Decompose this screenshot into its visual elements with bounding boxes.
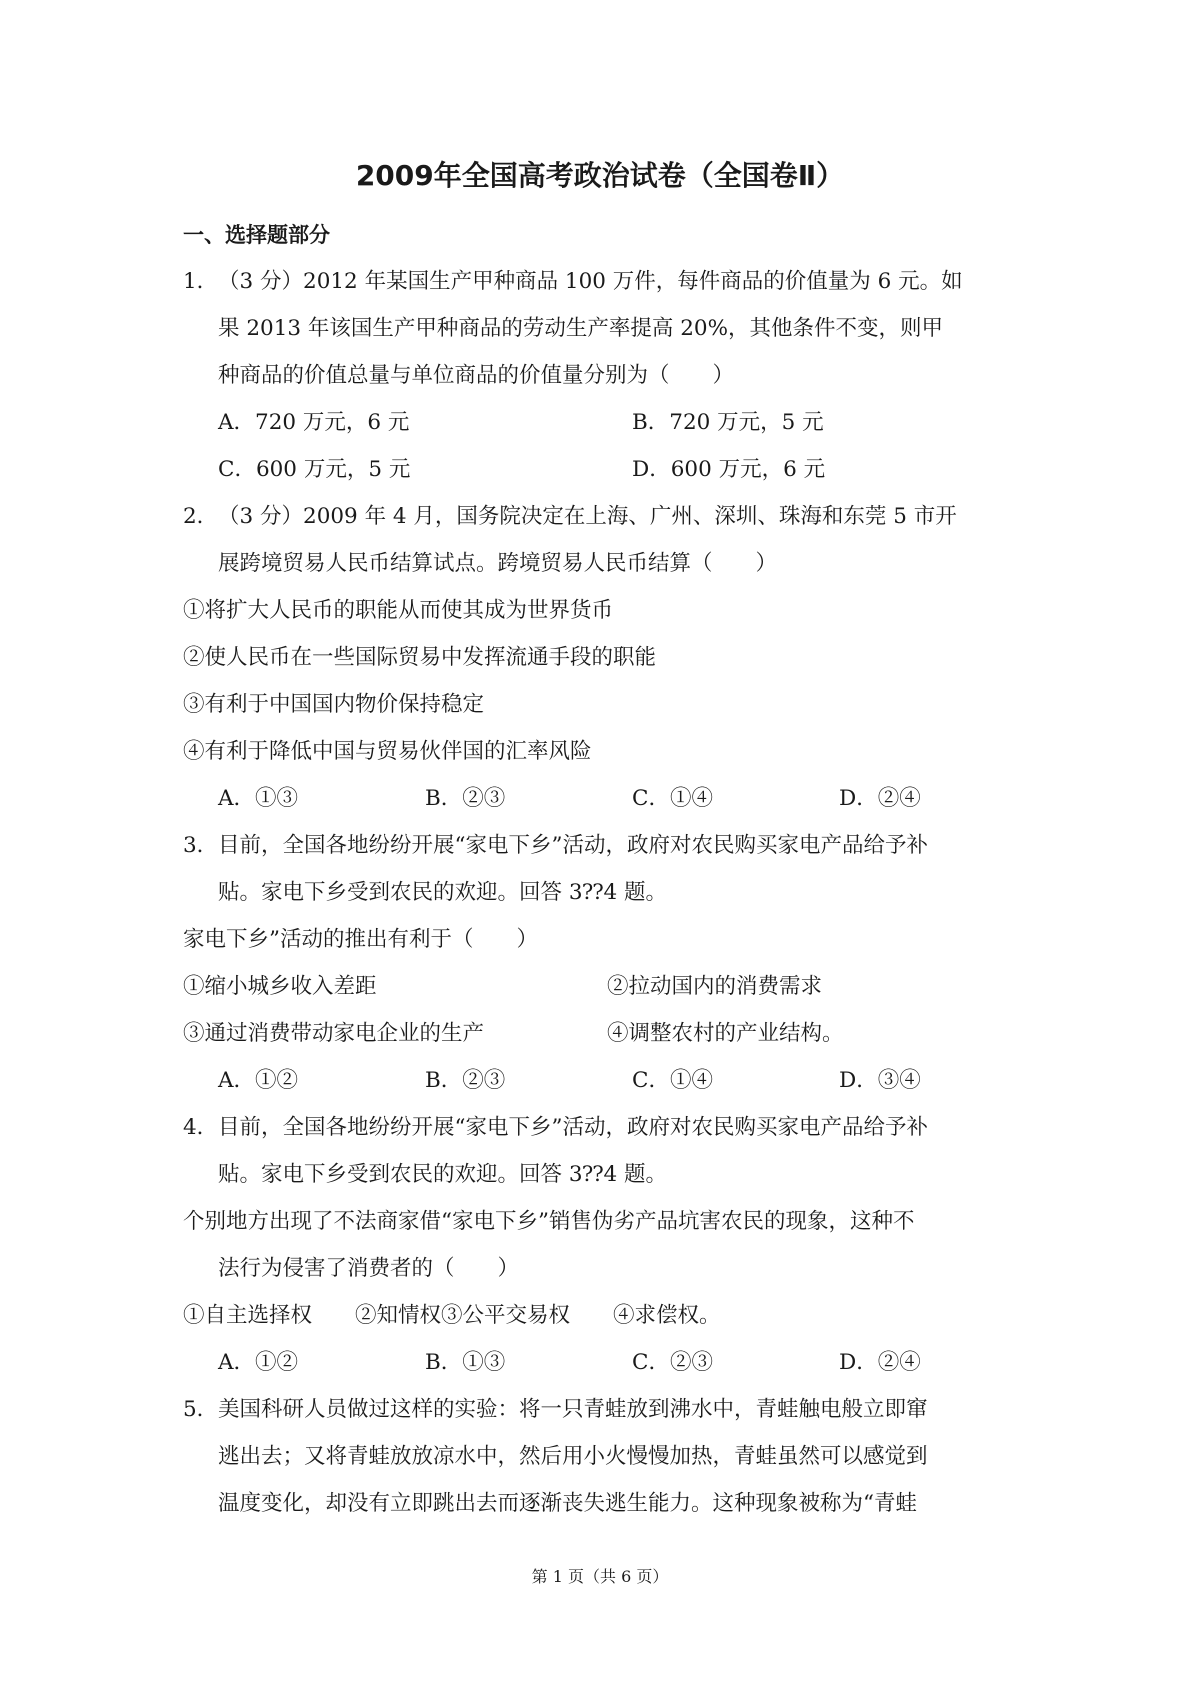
statement-item: ③有利于中国国内物价保持稳定	[183, 692, 485, 717]
question-text: 美国科研人员做过这样的实验：将一只青蛙放到沸水中，青蛙触电般立即窜	[218, 1397, 928, 1422]
answer-options	[183, 779, 1027, 826]
question-number: 2．	[183, 504, 219, 529]
page-title: 2009年全国高考政治试卷（全国卷Ⅱ）	[355, 159, 845, 192]
option-b: B．②③	[425, 786, 506, 811]
question-stem: 法行为侵害了消费者的（ ）	[218, 1256, 520, 1281]
answer-options	[183, 1343, 1027, 1390]
answer-options	[183, 1061, 1027, 1108]
statement-item: ②拉动国内的消费需求	[607, 974, 823, 999]
option-a: A．720 万元，6 元	[218, 410, 410, 435]
section-heading: 一、选择题部分	[183, 223, 330, 247]
statement-item: ①缩小城乡收入差距	[183, 974, 377, 999]
question-number: 5．	[183, 1397, 219, 1422]
question-4	[183, 1108, 1027, 1155]
option-d: D．③④	[839, 1068, 921, 1093]
statement-item: ④有利于降低中国与贸易伙伴国的汇率风险	[183, 739, 592, 764]
option-a: A．①②	[218, 1350, 299, 1375]
question-stem: 个别地方出现了不法商家借“家电下乡”销售伪劣产品坑害农民的现象，这种不	[183, 1209, 915, 1234]
question-text: 展跨境贸易人民币结算试点。跨境贸易人民币结算（ ）	[218, 551, 778, 576]
statement-row	[183, 1014, 1027, 1061]
question-5	[183, 1390, 1027, 1437]
question-1	[183, 262, 1027, 309]
option-a: A．①②	[218, 1068, 299, 1093]
option-c: C．②③	[632, 1350, 713, 1375]
option-b: B．①③	[425, 1350, 506, 1375]
question-text: 贴。家电下乡受到农民的欢迎。回答 3⁇4 题。	[218, 880, 668, 905]
option-a: A．①③	[218, 786, 299, 811]
question-text: 目前，全国各地纷纷开展“家电下乡”活动，政府对农民购买家电产品给予补	[218, 1115, 928, 1140]
statement-item: ④调整农村的产业结构。	[607, 1021, 844, 1046]
option-c: C．600 万元，5 元	[218, 457, 411, 482]
question-stem: 家电下乡”活动的推出有利于（ ）	[183, 927, 538, 952]
question-text: 逃出去；又将青蛙放放凉水中，然后用小火慢慢加热，青蛙虽然可以感觉到	[218, 1444, 928, 1469]
option-d: D．600 万元，6 元	[632, 457, 826, 482]
statement-item: ②使人民币在一些国际贸易中发挥流通手段的职能	[183, 645, 657, 670]
answer-options	[183, 403, 1027, 450]
question-3	[183, 826, 1027, 873]
question-2	[183, 497, 1027, 544]
question-text: 温度变化，却没有立即跳出去而逐渐丧失逃生能力。这种现象被称为“青蛙	[218, 1491, 917, 1516]
option-d: D．②④	[839, 786, 921, 811]
option-c: C．①④	[632, 786, 713, 811]
option-b: B．②③	[425, 1068, 506, 1093]
question-text: 果 2013 年该国生产甲种商品的劳动生产率提高 20%，其他条件不变，则甲	[218, 316, 944, 341]
option-c: C．①④	[632, 1068, 713, 1093]
question-text: （3 分）2012 年某国生产甲种商品 100 万件，每件商品的价值量为 6 元。如	[218, 269, 963, 294]
question-text: 贴。家电下乡受到农民的欢迎。回答 3⁇4 题。	[218, 1162, 668, 1187]
question-text: 种商品的价值总量与单位商品的价值量分别为（ ）	[218, 363, 735, 388]
question-number: 1．	[183, 269, 219, 294]
answer-options	[183, 450, 1027, 497]
statement-item: ①将扩大人民币的职能从而使其成为世界货币	[183, 598, 614, 623]
page-footer: 第 1 页（共 6 页）	[531, 1567, 669, 1586]
question-number: 3．	[183, 833, 219, 858]
statement-row	[183, 967, 1027, 1014]
statement-items: ①自主选择权 ②知情权③公平交易权 ④求偿权。	[183, 1303, 721, 1328]
option-d: D．②④	[839, 1350, 921, 1375]
question-text: 目前，全国各地纷纷开展“家电下乡”活动，政府对农民购买家电产品给予补	[218, 833, 928, 858]
question-text: （3 分）2009 年 4 月，国务院决定在上海、广州、深圳、珠海和东莞 5 市开	[218, 504, 957, 529]
question-number: 4．	[183, 1115, 219, 1140]
questions	[183, 262, 1027, 1531]
statement-item: ③通过消费带动家电企业的生产	[183, 1021, 485, 1046]
option-b: B．720 万元，5 元	[632, 410, 824, 435]
